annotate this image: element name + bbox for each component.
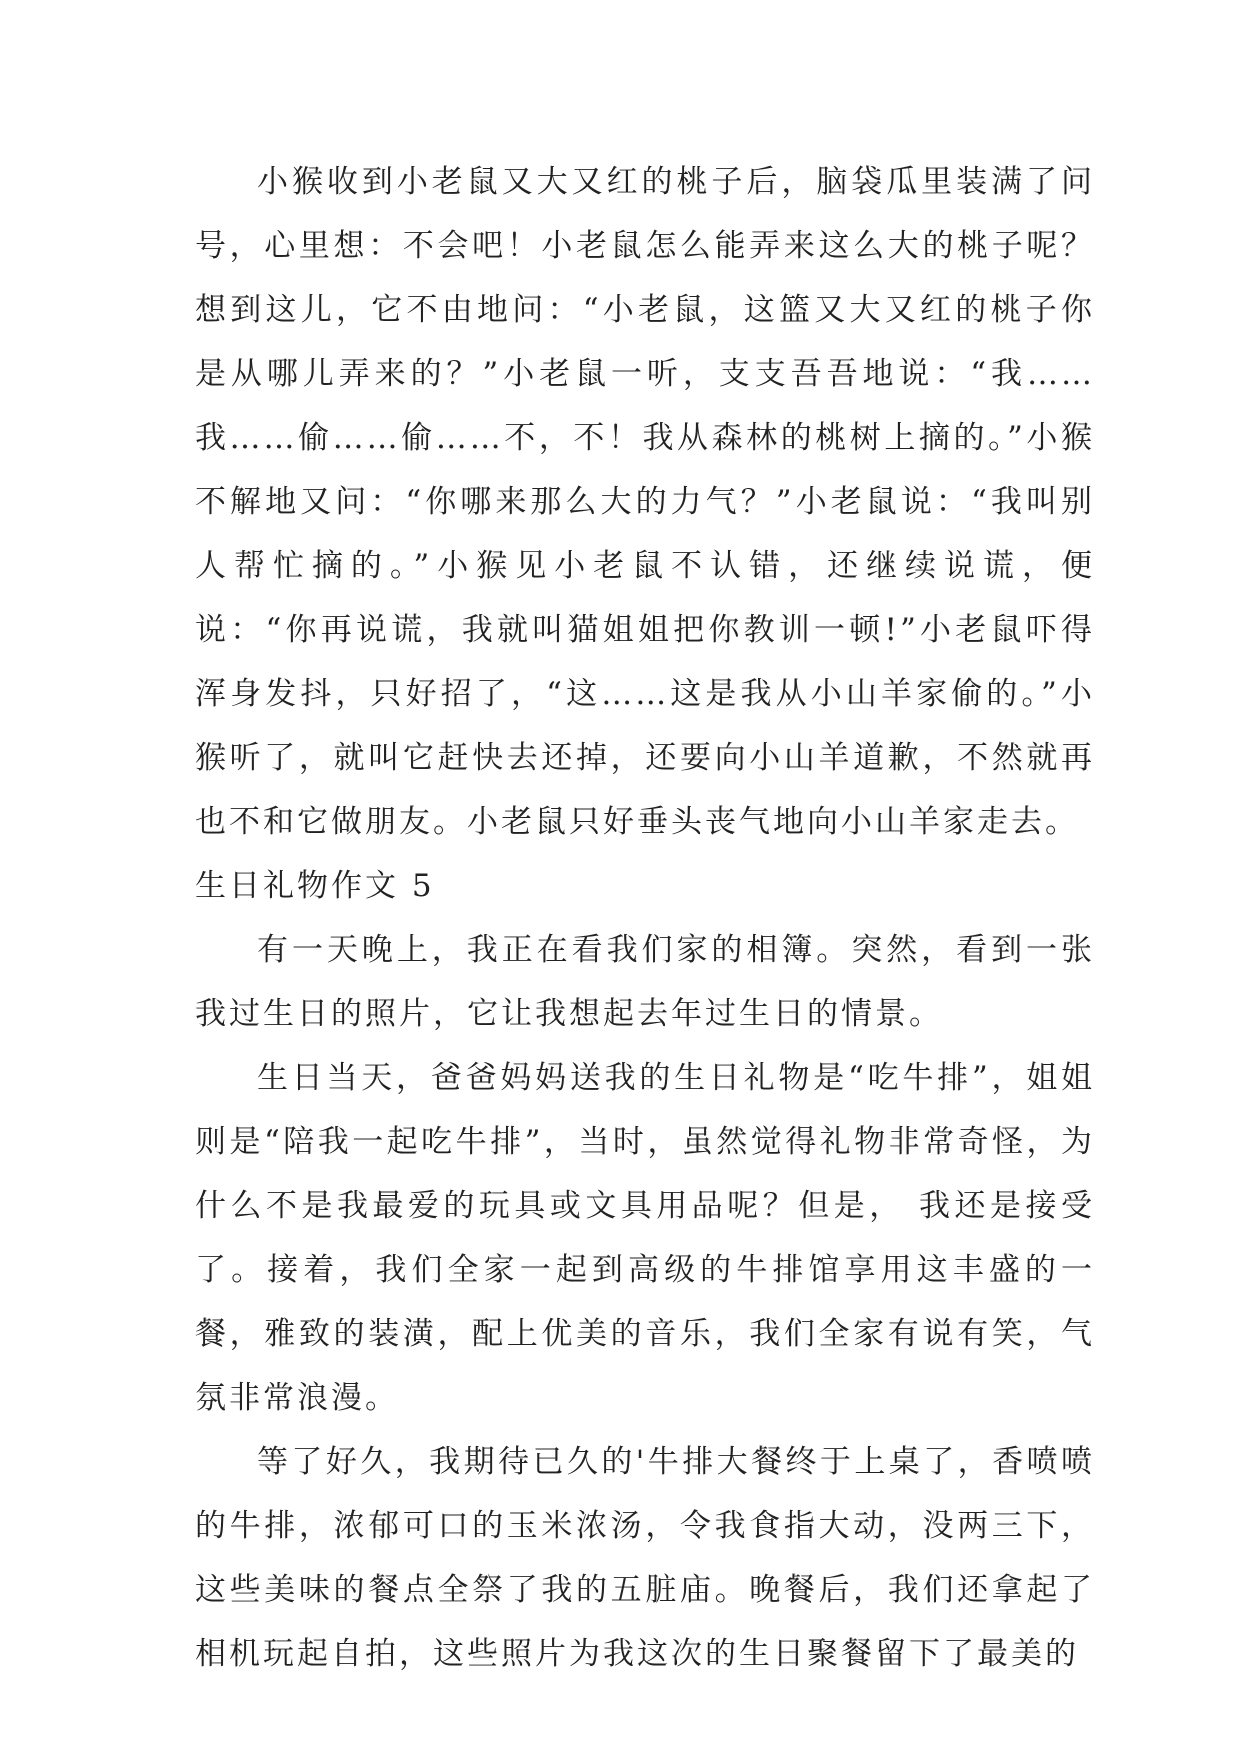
paragraph-birthday-gift: 生日当天，爸爸妈妈送我的生日礼物是“吃牛排”，姐姐则是“陪我一起吃牛排”，当时，虽然觉得礼物非常奇怪，为什么不是我最爱的玩具或文具用品呢？但是， 我还是接受了。接着，我们全家一起到高级的牛排馆享用这丰盛的一餐，雅致的装潢，配上优美的音乐，我们全家有说有笑，气氛非常浪漫。: [195, 1060, 1095, 1416]
section-heading: 生日礼物作文 5: [195, 868, 435, 904]
paragraph-intro: 有一天晚上，我正在看我们家的相簿。突然，看到一张我过生日的照片，它让我想起去年过生日的情景。: [195, 932, 1095, 1032]
paragraph-steak-dinner: 等了好久，我期待已久的'牛排大餐终于上桌了，香喷喷的牛排，浓郁可口的玉米浓汤，令我食指大动，没两三下，这些美味的餐点全祭了我的五脏庙。晚餐后，我们还拿起了相机玩起自拍，这些照片为我这次的生日聚餐留下了最美的: [195, 1444, 1095, 1672]
document-page: [195, 150, 1095, 1686]
paragraph-story-end: 小猴收到小老鼠又大又红的桃子后，脑袋瓜里装满了问号，心里想：不会吧！小老鼠怎么能弄来这么大的桃子呢？想到这儿，它不由地问：“小老鼠，这篮又大又红的桃子你是从哪儿弄来的？”小老鼠一听，支支吾吾地说：“我……我……偷……偷……不，不！我从森林的桃树上摘的。”小猴不解地又问：“你哪来那么大的力气？”小老鼠说：“我叫别人帮忙摘的。”小猴见小老鼠不认错，还继续说谎，便说：“你再说谎，我就叫猫姐姐把你教训一顿!”小老鼠吓得浑身发抖，只好招了，“这……这是我从小山羊家偷的。”小猴听了，就叫它赶快去还掉，还要向小山羊道歉，不然就再也不和它做朋友。小老鼠只好垂头丧气地向小山羊家走去。: [195, 164, 1095, 840]
